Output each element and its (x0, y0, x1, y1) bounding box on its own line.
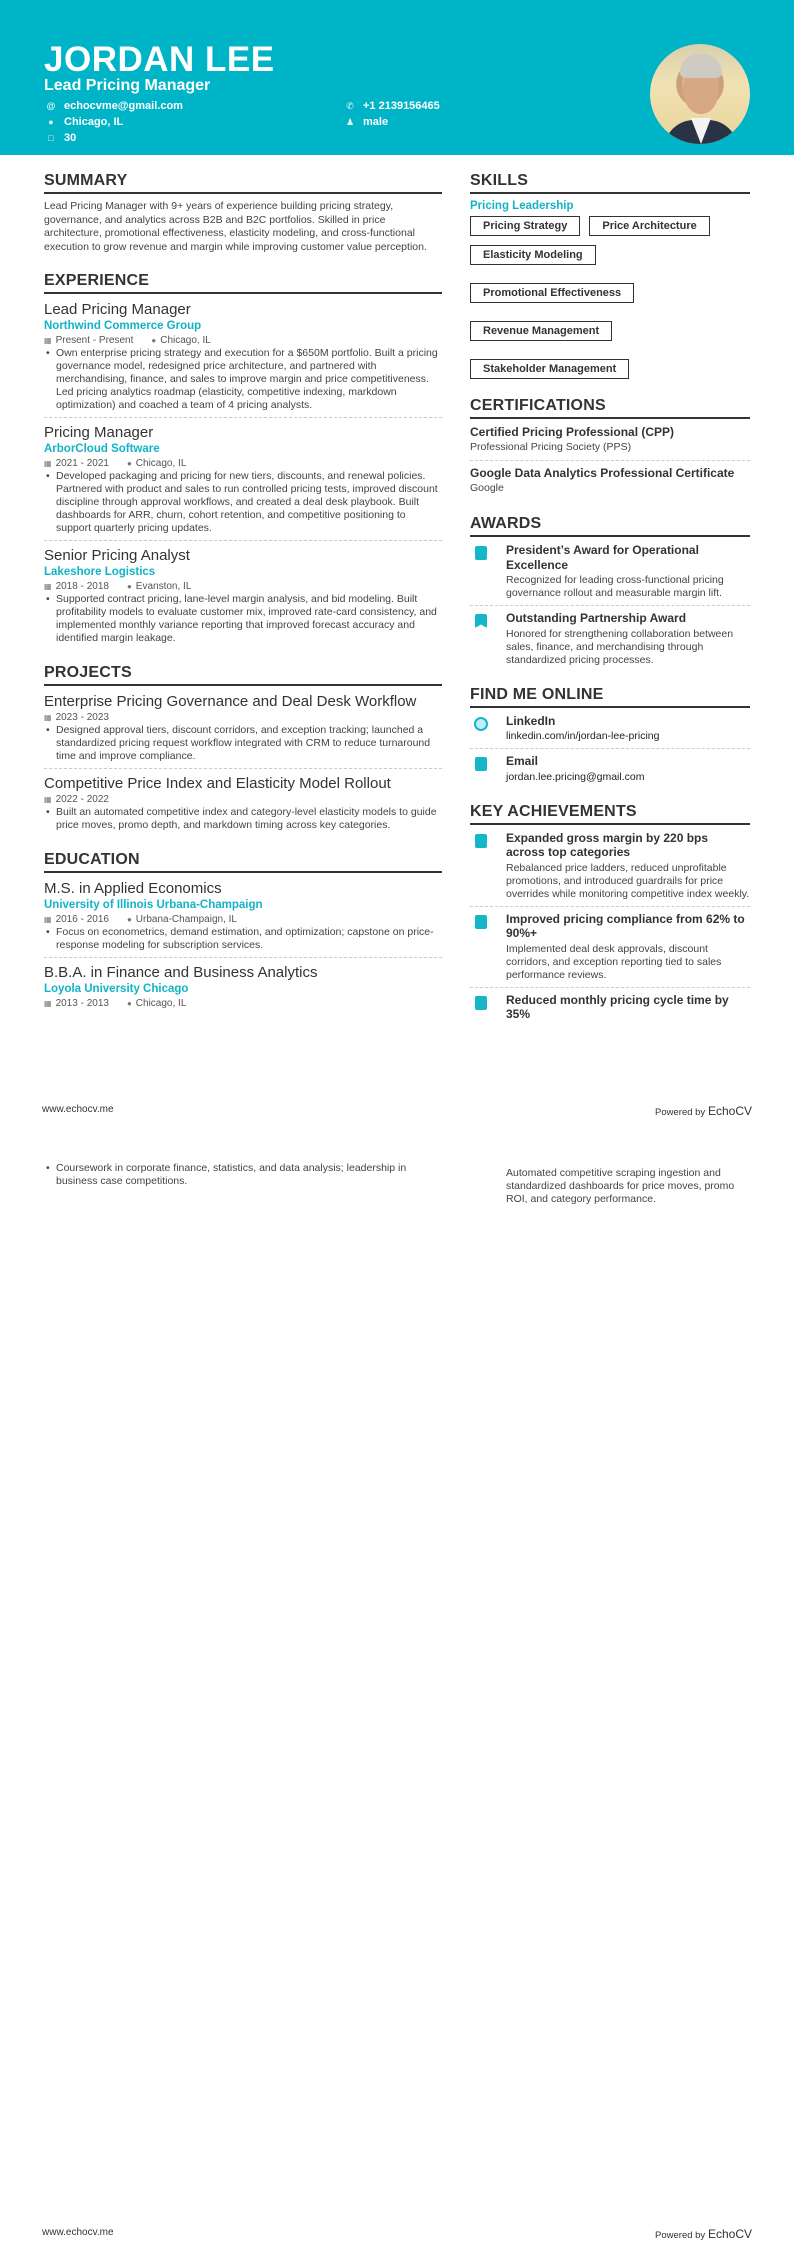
project-title: Enterprise Pricing Governance and Deal Desk Workflow (44, 693, 417, 710)
right-column (470, 172, 750, 1041)
section-title-education: EDUCATION (44, 851, 442, 873)
calendar-icon: ▦ (44, 915, 52, 924)
documents-icon (475, 757, 487, 771)
achievement-description: Implemented deal desk approvals, discount corridors, and exception reporting tied to sales performance reviews. (506, 942, 722, 981)
invoice-dollar-icon (475, 996, 487, 1010)
online-label: Email (506, 754, 539, 768)
project-title: Competitive Price Index and Elasticity Model Rollout (44, 775, 391, 792)
section-title-summary: SUMMARY (44, 172, 442, 194)
achievement-overflow-description: Automated competitive scraping ingestion and standardized dashboards for price moves, promo ROI, and category performance. (506, 1167, 735, 1205)
job-description: • Supported contract pricing, lane-level margin analysis, and bid modeling. Built profitability models to evaluate customer mix, improved rate-card consistency, and implemented monthly variance reporting that improved forecast accuracy and identified margin leakage. (44, 593, 442, 645)
location-value: Chicago, IL (64, 116, 124, 128)
award-description: Recognized for leading cross-functional pricing governance rollout and measurable margin lift. (506, 574, 724, 599)
experience-entry (44, 546, 442, 650)
certification-issuer: Professional Pricing Society (PPS) (470, 441, 632, 453)
online-entry-email[interactable] (470, 754, 750, 789)
calendar-icon: ▦ (44, 713, 52, 722)
phone-icon: ✆ (346, 100, 354, 111)
education-location: Chicago, IL (135, 998, 187, 1009)
job-dates: 2018 - 2018 (55, 581, 109, 592)
job-location: Chicago, IL (160, 335, 211, 346)
online-link[interactable]: jordan.lee.pricing@gmail.com (506, 770, 645, 783)
certification-title: Certified Pricing Professional (CPP) (470, 425, 675, 439)
company-name: ArborCloud Software (44, 443, 160, 455)
footer-site-link[interactable]: www.echocv.me (42, 1104, 114, 1115)
achievement-entry (470, 912, 750, 988)
contact-age (46, 132, 76, 144)
page-footer (0, 2227, 794, 2241)
calendar-icon: ▦ (44, 582, 52, 591)
brand-name: EchoCV (707, 1104, 752, 1118)
education-entry (44, 879, 442, 958)
contact-location (46, 116, 123, 128)
section-title-skills: SKILLS (470, 172, 750, 194)
section-title-experience: EXPERIENCE (44, 272, 442, 294)
job-dates: Present - Present (55, 335, 134, 346)
summary-text: Lead Pricing Manager with 9+ years of experience building pricing strategy, governance, and analytics across B2B and B2C portfolios. Skilled in price architecture, promotional effectiveness, elasticity modeling, and cross-functional execution to grow revenue and margin while improving customer value perception. (44, 200, 427, 253)
experience-entry (44, 300, 442, 418)
bookmark-icon (475, 834, 487, 848)
age-value: 30 (64, 132, 77, 144)
calendar-icon: ▦ (44, 459, 52, 468)
clipboard-icon (475, 915, 487, 929)
skill-tag: Pricing Strategy (470, 216, 580, 236)
building-icon (475, 546, 487, 560)
job-location: Chicago, IL (135, 458, 187, 469)
calendar-icon: ▦ (44, 336, 52, 345)
user-icon: ♟ (345, 116, 355, 127)
skill-tag: Stakeholder Management (470, 359, 629, 379)
project-entry (44, 692, 442, 769)
job-title: Lead Pricing Manager (44, 301, 191, 318)
education-description: • Focus on econometrics, demand estimation, and optimization; capstone on price-response modeling for subscription services. (44, 926, 442, 952)
powered-by-label: Powered by (655, 1107, 706, 1118)
skill-group-title: Pricing Leadership (470, 200, 574, 212)
map-pin-icon: ● (126, 915, 132, 924)
online-entry-linkedin[interactable] (470, 714, 750, 750)
job-location: Evanston, IL (135, 581, 192, 592)
section-title-awards: AWARDS (470, 515, 750, 537)
footer-site-link[interactable]: www.echocv.me (42, 2227, 114, 2238)
school-name: Loyola University Chicago (44, 983, 189, 995)
project-entry (44, 774, 442, 837)
award-description: Honored for strengthening collaboration between sales, finance, and merchandising through standardized pricing processes. (506, 627, 734, 666)
resume-header (0, 0, 794, 155)
awards-section (470, 515, 750, 672)
project-dates: 2023 - 2023 (55, 712, 109, 723)
bookmark-slash-icon (475, 614, 487, 628)
email-value: echocvme@gmail.com (64, 100, 183, 112)
section-title-online: FIND ME ONLINE (470, 686, 750, 708)
contact-email[interactable] (46, 100, 183, 112)
projects-section (44, 664, 442, 837)
achievements-section (470, 803, 750, 1027)
job-description: • Own enterprise pricing strategy and execution for a $650M portfolio. Built a pricing governance model, redesigned price architecture, and partnered with merchandising, finance, and sales to improve margin and price competitiveness. Led pricing analytics roadmap (elasticity, competitive indexing, markdown optimization) and coached a team of 4 pricing analysts. (44, 347, 442, 412)
company-name: Northwind Commerce Group (44, 320, 202, 332)
certification-entry (470, 425, 750, 461)
left-column (44, 172, 442, 1029)
certification-title: Google Data Analytics Professional Certificate (470, 466, 735, 480)
brand-name: EchoCV (707, 2227, 752, 2241)
job-dates: 2021 - 2021 (55, 458, 109, 469)
achievement-entry (470, 993, 750, 1027)
calendar-icon: □ (48, 133, 54, 143)
project-description: • Designed approval tiers, discount corridors, and exception tracking; launched a standardized pricing request workflow integrated with CRM to reduce turnaround time and improve compliance. (44, 724, 442, 763)
avatar (650, 44, 750, 144)
certifications-section (470, 397, 750, 501)
map-pin-icon: ● (126, 582, 132, 591)
project-dates: 2022 - 2022 (55, 794, 109, 805)
online-label: LinkedIn (506, 713, 556, 728)
map-pin-icon: ● (151, 336, 157, 345)
education-location: Urbana-Champaign, IL (135, 914, 237, 925)
at-icon: @ (46, 101, 56, 111)
job-title: Pricing Manager (44, 424, 154, 441)
experience-entry (44, 423, 442, 541)
calendar-icon: ▦ (44, 999, 52, 1008)
skill-tag: Promotional Effectiveness (470, 283, 634, 303)
achievement-title: Improved pricing compliance from 62% to 90%+ (506, 911, 745, 940)
phone-value: +1 2139156465 (363, 100, 440, 112)
education-overflow (44, 1162, 442, 1188)
section-title-projects: PROJECTS (44, 664, 442, 686)
education-section (44, 851, 442, 1015)
map-pin-icon: ● (126, 999, 132, 1008)
achievement-title: Expanded gross margin by 220 bps across top categories (506, 830, 709, 859)
award-entry (470, 543, 750, 606)
powered-by-label: Powered by (655, 2230, 706, 2241)
company-name: Lakeshore Logistics (44, 566, 156, 578)
award-title: President’s Award for Operational Excellence (506, 543, 699, 572)
education-entry (44, 963, 442, 1015)
degree: B.B.A. in Finance and Business Analytics (44, 964, 318, 981)
gender-value: male (363, 116, 389, 128)
skill-tags (470, 216, 750, 379)
calendar-icon: ▦ (44, 795, 52, 804)
achievement-entry (470, 831, 750, 907)
job-description: • Developed packaging and pricing for new tiers, discounts, and renewal policies. Partnered with product and sales to run controlled pricing tests, improved discount discipline through approval workflows, and created a deal desk playbook. Built dashboards for ARR, churn, cohort retention, and competitive positioning to support quarterly pricing updates. (44, 470, 442, 535)
education-dates: 2016 - 2016 (55, 914, 109, 925)
project-description: • Built an automated competitive index and category-level elasticity models to guide price moves, promo depth, and markdown timing across key categories. (44, 806, 442, 832)
skill-tag: Revenue Management (470, 321, 612, 341)
job-title: Senior Pricing Analyst (44, 547, 190, 564)
school-name: University of Illinois Urbana-Champaign (44, 899, 263, 911)
page-footer (0, 1104, 794, 1118)
education-dates: 2013 - 2013 (55, 998, 109, 1009)
candidate-title: Lead Pricing Manager (44, 77, 211, 94)
award-title: Outstanding Partnership Award (506, 611, 687, 625)
online-link[interactable]: linkedin.com/in/jordan-lee-pricing (506, 730, 660, 742)
skill-tag: Elasticity Modeling (470, 245, 596, 265)
achievement-title: Reduced monthly pricing cycle time by 35% (506, 992, 729, 1021)
experience-section (44, 272, 442, 650)
certification-entry (470, 466, 750, 501)
online-section (470, 686, 750, 789)
map-pin-icon: ● (48, 117, 54, 127)
degree: M.S. in Applied Economics (44, 880, 222, 897)
skill-tag: Price Architecture (589, 216, 709, 236)
skills-section (470, 172, 750, 379)
map-pin-icon: ● (126, 459, 132, 468)
contact-gender (345, 116, 388, 128)
award-entry (470, 611, 750, 672)
education-description: • Coursework in corporate finance, statistics, and data analysis; leadership in business case competitions. (44, 1162, 442, 1188)
achievement-description: Rebalanced price ladders, reduced unprofitable promotions, and introduced guardrails for price overrides while monitoring competitive index weekly. (506, 861, 750, 900)
contact-phone[interactable] (345, 100, 440, 112)
summary-section (44, 172, 442, 254)
section-title-certifications: CERTIFICATIONS (470, 397, 750, 419)
certification-issuer: Google (470, 482, 504, 494)
section-title-achievements: KEY ACHIEVEMENTS (470, 803, 750, 825)
gear-icon (474, 717, 488, 731)
candidate-name: JORDAN LEE (44, 40, 275, 79)
